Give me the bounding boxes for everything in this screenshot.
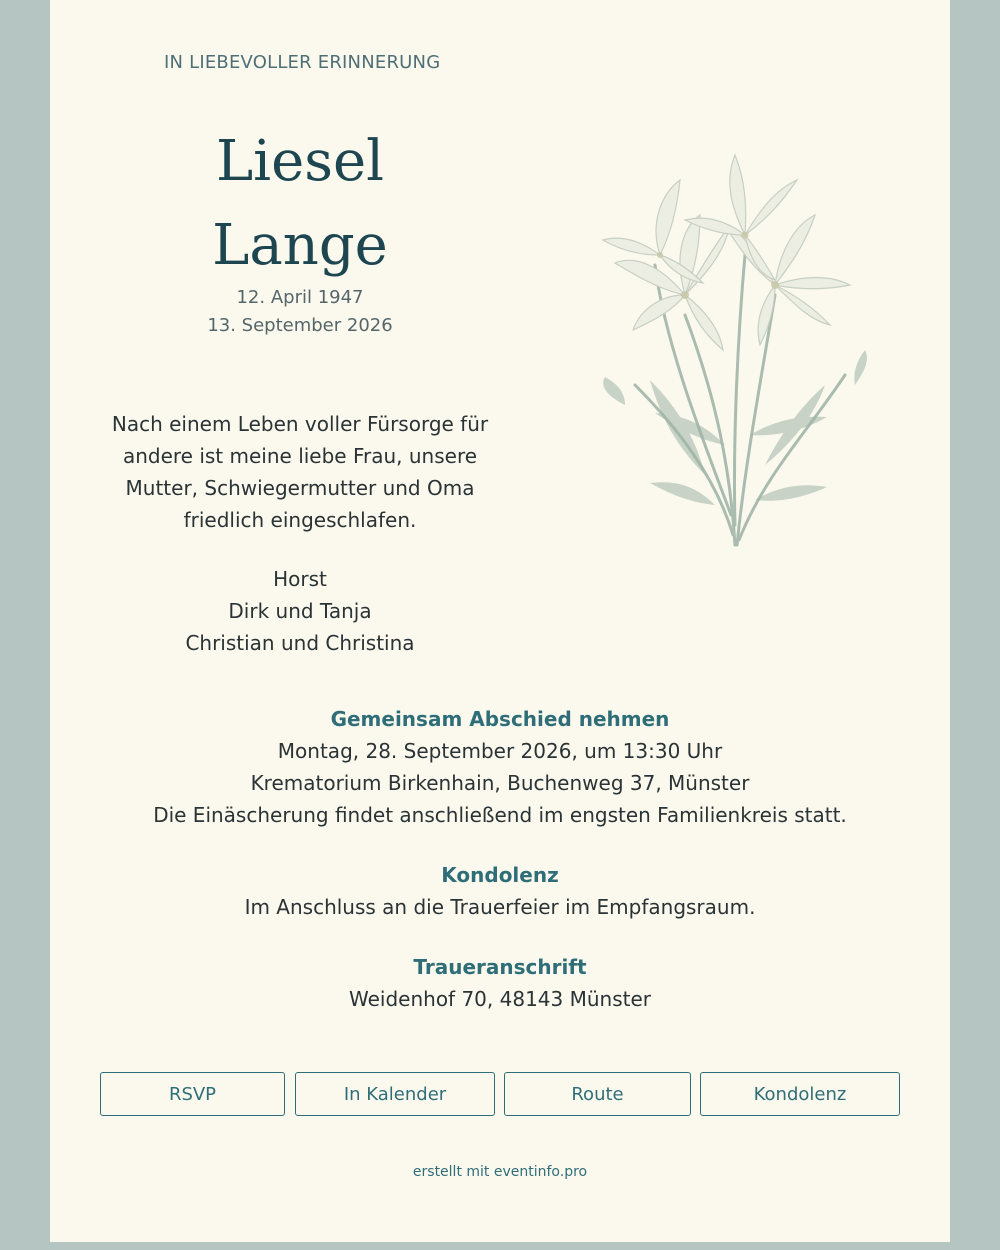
mourners-list [50, 563, 550, 659]
farewell-title: Gemeinsam Abschied nehmen [330, 707, 670, 731]
farewell-location: Krematorium Birkenhain, Buchenweg 37, Münster [250, 771, 750, 795]
farewell-section [50, 703, 950, 831]
mourner-name: Dirk und Tanja [228, 599, 372, 623]
farewell-date: Montag, 28. September 2026, um 13:30 Uhr [277, 739, 723, 763]
obituary-message: Nach einem Leben voller Fürsorge für andere ist meine liebe Frau, unsere Mutter, Schwiegermutter und Oma friedlich eingeschlafen. [111, 412, 489, 532]
add-to-calendar-button[interactable]: In Kalender [295, 1072, 495, 1116]
rsvp-button[interactable]: RSVP [100, 1072, 285, 1116]
mourner-name: Horst [273, 567, 327, 591]
first-name: Liesel [215, 129, 385, 194]
address-text: Weidenhof 70, 48143 Münster [349, 987, 651, 1011]
last-name: Lange [212, 213, 388, 278]
condolence-text: Im Anschluss an die Trauerfeier im Empfangsraum. [244, 895, 756, 919]
condolence-title: Kondolenz [441, 863, 559, 887]
condolence-button[interactable]: Kondolenz [700, 1072, 900, 1116]
farewell-note: Die Einäscherung findet anschließend im engsten Familienkreis statt. [153, 803, 847, 827]
death-date: 13. September 2026 [207, 315, 393, 336]
mourner-name: Christian und Christina [185, 631, 415, 655]
condolence-section [50, 859, 950, 923]
lily-bouquet-illustration [565, 145, 875, 550]
memorial-card [50, 0, 950, 1242]
address-section [50, 951, 950, 1015]
birth-date: 12. April 1947 [236, 287, 364, 308]
route-button[interactable]: Route [504, 1072, 691, 1116]
eyebrow-text: IN LIEBEVOLLER ERINNERUNG [164, 52, 441, 73]
address-title: Traueranschrift [413, 955, 587, 979]
footer-credit-link[interactable]: erstellt mit eventinfo.pro [412, 1164, 588, 1180]
